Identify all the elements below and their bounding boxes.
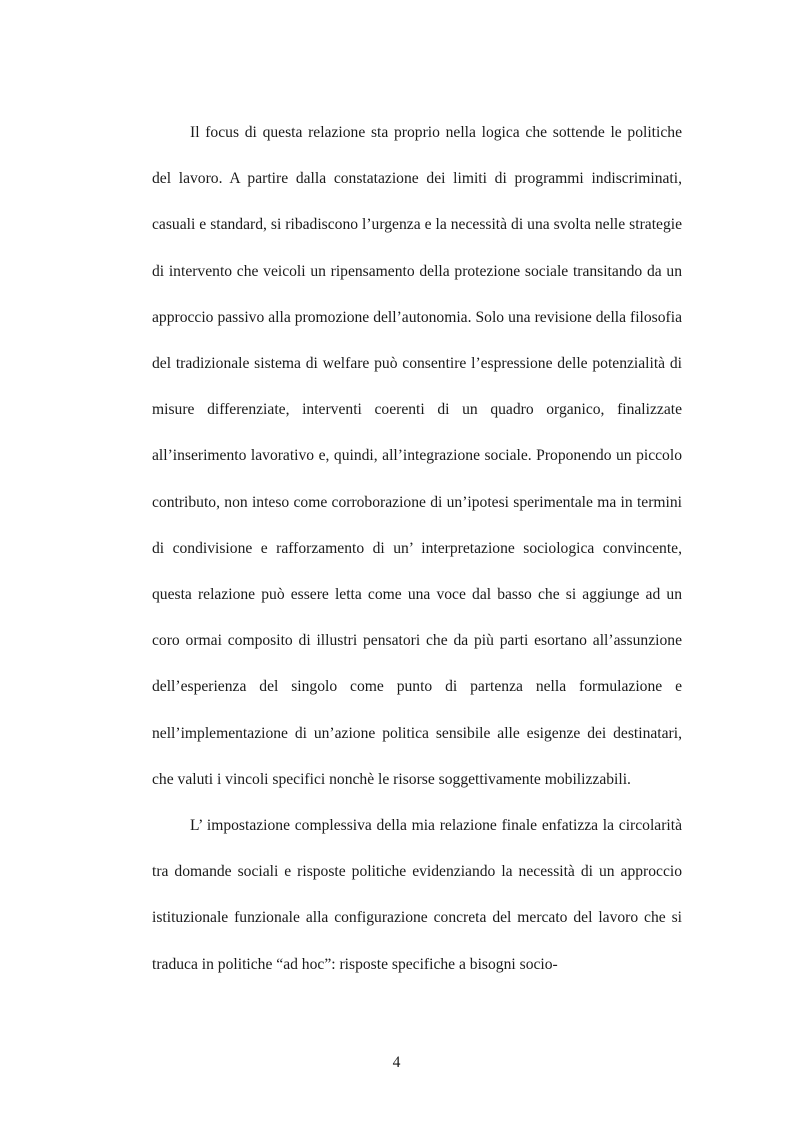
paragraph-2: L’ impostazione complessiva della mia relazione finale enfatizza la circolarità tra domande sociali e risposte politiche evidenziando la necessità di un approccio istituzionale funzionale alla configurazione concreta del mercato del lavoro che si traduca in politiche “ad hoc”: risposte specifiche a bisogni socio- xyxy=(152,817,682,973)
paragraph-1: Il focus di questa relazione sta proprio nella logica che sottende le politiche del lavoro. A partire dalla constatazione dei limiti di programmi indiscriminati, casuali e standard, si ribadiscono l’urgenza e la necessità di una svolta nelle strategie di intervento che veicoli un ripensamento della protezione sociale transitando da un approccio passivo alla promozione dell’autonomia. Solo una revisione della filosofia del tradizionale sistema di welfare può consentire l’espressione delle potenzialità di misure differenziate, interventi coerenti di un quadro organico, finalizzate all’inserimento lavorativo e, quindi, all’integrazione sociale. Proponendo un piccolo contributo, non inteso come corroborazione di un’ipotesi sperimentale ma in termini di condivisione e rafforzamento di un’ interpretazione sociologica convincente, questa relazione può essere letta come una voce dal basso che si aggiunge ad un coro ormai composito di illustri pensatori che da più parti esortano all’assunzione dell’esperienza del singolo come punto di partenza nella formulazione e nell’implementazione di un’azione politica sensibile alle esigenze dei destinatari, che valuti i vincoli specifici nonchè le risorse soggettivamente mobilizzabili. xyxy=(152,124,682,788)
page-number: 4 xyxy=(392,1054,401,1071)
body-text xyxy=(152,110,682,988)
